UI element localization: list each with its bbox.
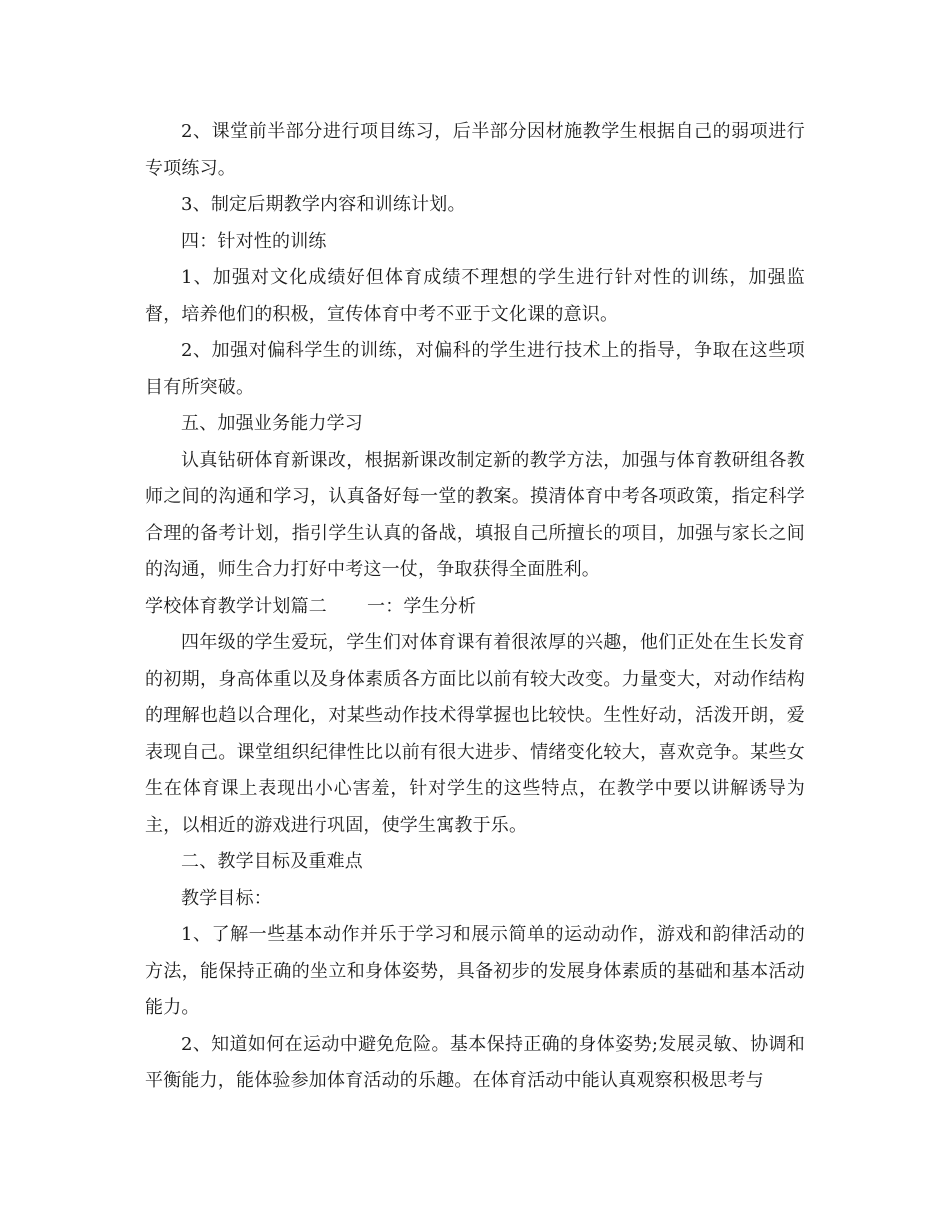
paragraph-1: 2、课堂前半部分进行项目练习，后半部分因材施教学生根据自己的弱项进行专项练习。 — [145, 121, 805, 179]
heading-professional-learning: 五、加强业务能力学习 — [181, 413, 363, 434]
paragraph-2: 3、制定后期教学内容和训练计划。 — [181, 194, 466, 215]
paragraph-8: 2、知道如何在运动中避免危险。基本保持正确的身体姿势;发展灵敏、协调和平衡能力，能体验参加体育活动的乐趣。在体育活动中能认真观察积极思考与 — [145, 1033, 805, 1091]
section-title: 学校体育教学计划篇二 — [145, 595, 327, 617]
heading-goals: 二、教学目标及重难点 — [181, 851, 363, 872]
paragraph-3: 1、加强对文化成绩好但体育成绩不理想的学生进行针对性的训练，加强监督，培养他们的积极，宣传体育中考不亚于文化课的意识。 — [145, 267, 805, 325]
paragraph-6: 四年级的学生爱玩，学生们对体育课有着很浓厚的兴趣，他们正处在生长发育的初期，身高体重以及身体素质各方面比以前有较大改变。力量变大，对动作结构的理解也趋以合理化，对某些动作技术得掌握也比较快。生性好动，活泼开朗，爱表现自己。课堂组织纪律性比以前有很大进步、情绪变化较大，喜欢竞争。某些女生在体育课上表现出小心害羞，针对学生的这些特点，在教学中要以讲解诱导为主，以相近的游戏进行巩固，使学生寓教于乐。 — [145, 632, 805, 836]
paragraph-5: 认真钻研体育新课改，根据新课改制定新的教学方法，加强与体育教研组各教师之间的沟通和学习，认真备好每一堂的教案。摸清体育中考各项政策，指定科学合理的备考计划，指引学生认真的备战，填报自己所擅长的项目，加强与家长之间的沟通，师生合力打好中考这一仗，争取获得全面胜利。 — [145, 449, 805, 580]
heading-teaching-goals: 教学目标： — [181, 887, 272, 909]
section-subtitle: 一：学生分析 — [367, 595, 477, 617]
section-heading — [145, 589, 805, 626]
document-body — [145, 114, 805, 1100]
heading-targeted-training: 四：针对性的训练 — [181, 230, 327, 252]
paragraph-7: 1、了解一些基本动作并乐于学习和展示简单的运动动作，游戏和韵律活动的方法，能保持正确的坐立和身体姿势，具备初步的发展身体素质的基础和基本活动能力。 — [145, 924, 805, 1018]
paragraph-4: 2、加强对偏科学生的训练，对偏科的学生进行技术上的指导，争取在这些项目有所突破。 — [145, 340, 805, 398]
